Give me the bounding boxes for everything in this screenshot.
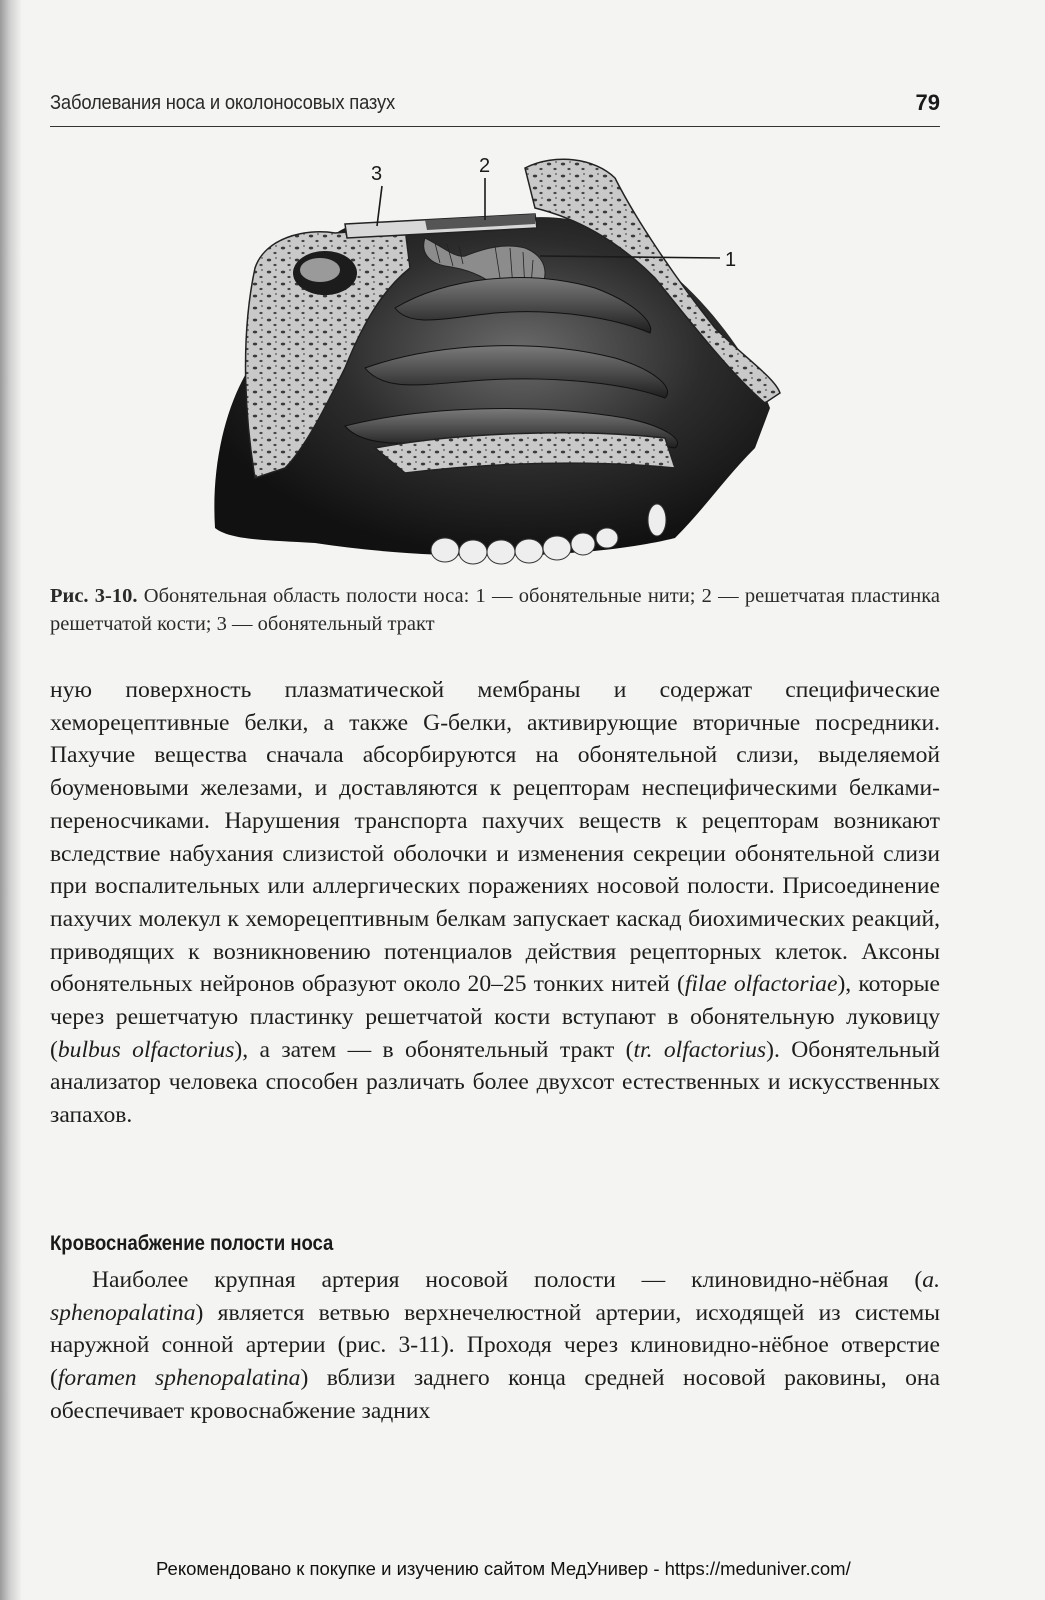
paragraph-text: ную поверхность плазматической мембраны и содержат специфические хеморецептивные белки, а также G-белки, активирующие вторичные посредники. Пахучие вещества сначала абсорбируются на обонятельной слизи, выделяемой боуменовыми железами, и доставляются к рецепторам неспецифическими белками-переносчиками. Нарушения транспорта пахучих веществ к рецепторам возникают вследствие набухания слизистой оболочки и изменения секреции обонятельной слизи при воспалительных или аллергических поражениях носовой полости. Присоединение пахучих молекул к хеморецептивным белкам запускает каскад биохимических реакций, приводящих к возникновению потенциалов действия рецепторных клеток. Аксоны обонятельных нейронов образуют около 20–25 тонких нитей ( [50, 677, 940, 998]
latin-term: bulbus olfactorius [57, 1036, 235, 1063]
figure-caption [50, 582, 940, 638]
page-binding-shadow [0, 0, 22, 1600]
figure-caption-text: Обонятельная область полости носа: 1 — обонятельные нити; 2 — решетчатая пластинка решетчатой кости; 3 — обонятельный тракт [50, 585, 941, 635]
running-header [50, 90, 940, 127]
paragraph-text: ), которые через решетчатую пластинку решетчатой кости вступают в обонятельную луковицу ( [50, 971, 941, 1063]
latin-term: filae olfactoriae [684, 971, 838, 998]
figure-label-1: 1 [725, 249, 737, 271]
figure-nasal-cavity-illustration [195, 148, 795, 580]
nasal-cavity-drawing [195, 148, 795, 580]
paragraph-text: ) является ветвью верхнечелюстной артерии, исходящей из системы наружной сонной артерии (рис. 3-11). Проходя через клиновидно-нёбное отверстие ( [50, 1299, 940, 1392]
latin-term: a. sphenopalatina [50, 1267, 940, 1326]
figure-label-3: 3 [371, 163, 383, 185]
latin-term: tr. olfactorius [633, 1036, 767, 1063]
paragraph-text: Наиболее крупная артерия носовой полости — клиновидно-нёбная ( [92, 1267, 923, 1293]
paragraph-olfaction [50, 674, 940, 1132]
footer-watermark-text: Рекомендовано к покупке и изучению сайтом МедУнивер - https://meduniver.com/ [156, 1558, 851, 1579]
running-header-title: Заболевания носа и околоносовых пазух [50, 92, 395, 114]
figure-label-2: 2 [479, 155, 491, 177]
paragraph-blood-supply [50, 1264, 940, 1428]
paragraph-text: ), а затем — в обонятельный тракт ( [234, 1036, 634, 1063]
figure-caption-label: Рис. 3-10. [50, 585, 138, 607]
paragraph-text: ) вблизи заднего конца средней носовой раковины, она обеспечивает кровоснабжение задних [50, 1365, 941, 1424]
section-heading: Кровоснабжение полости носа [50, 1232, 334, 1255]
paragraph-text: ). Обонятельный анализатор человека способен различать более двухсот естественных и искусственных запахов. [50, 1036, 940, 1129]
latin-term: foramen sphenopalatina [57, 1365, 301, 1392]
page-number: 79 [915, 90, 940, 115]
